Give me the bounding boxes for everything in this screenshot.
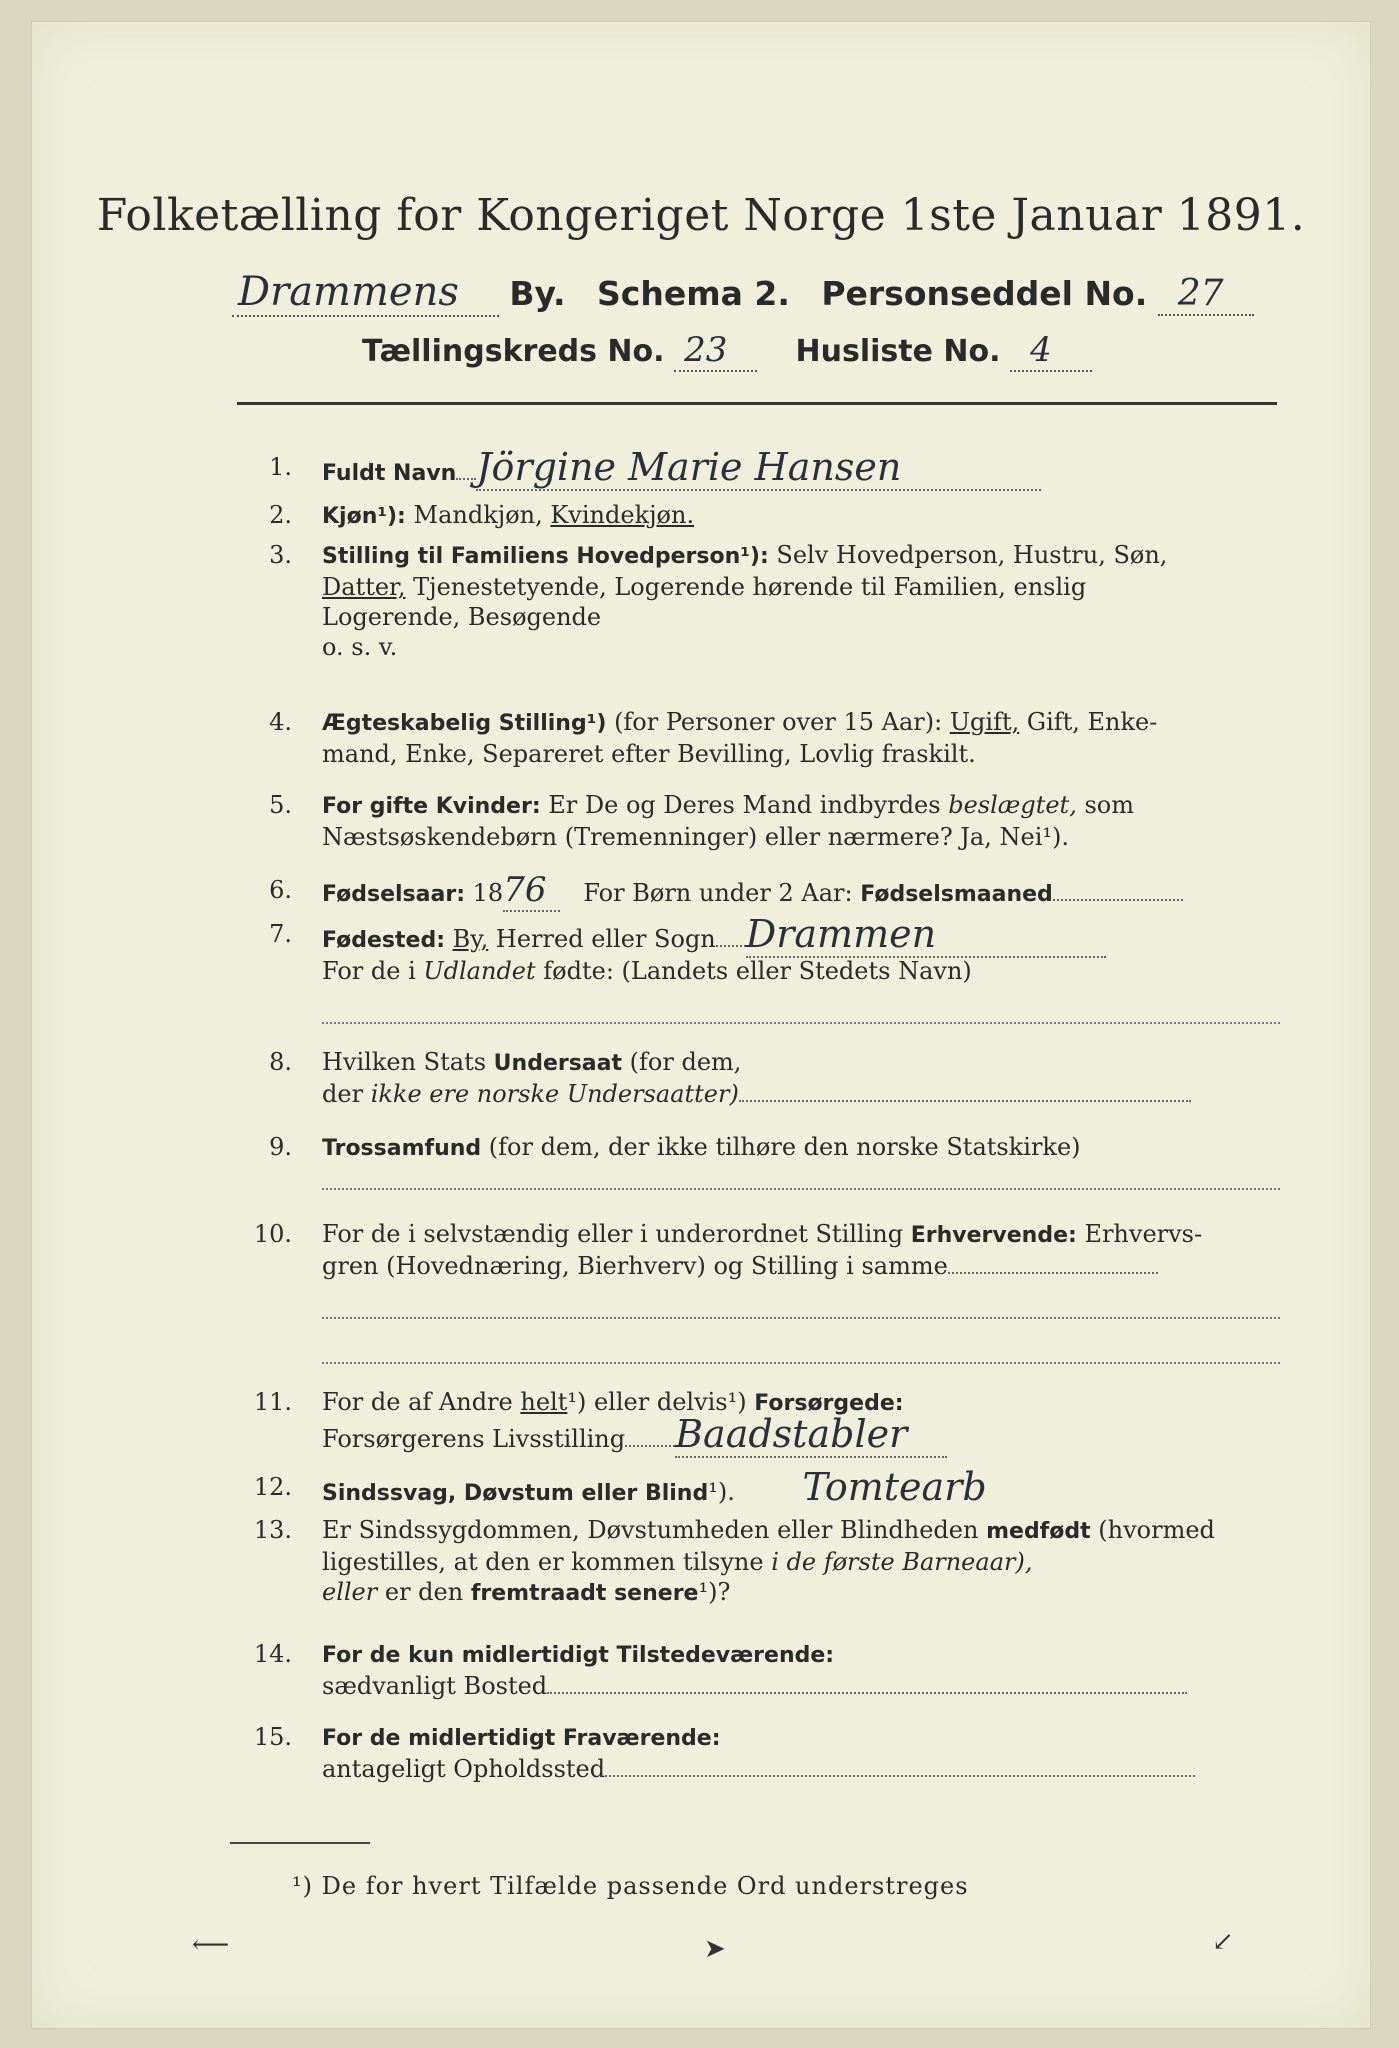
husliste-label: Husliste No. xyxy=(795,334,1001,369)
row-number: 4. xyxy=(269,708,292,736)
footnote-rule xyxy=(230,1842,370,1844)
birth-year-value: 76 xyxy=(503,870,560,912)
disability-label: Sindssvag, Døvstum eller Blind xyxy=(322,1481,709,1506)
blank-line xyxy=(322,1317,1280,1319)
row-number: 13. xyxy=(253,1516,292,1544)
blank-line xyxy=(322,1362,1280,1364)
disability-origin-note-3: ligestilles, at den er kommen tilsyne xyxy=(322,1548,764,1576)
sex-option-male: Mandkjøn, xyxy=(413,501,543,529)
birth-year-prefix: 18 xyxy=(472,879,504,907)
married-women-question: Er De og Deres Mand indbyrdes xyxy=(548,791,941,819)
provided-option-helt-selected: helt xyxy=(520,1388,568,1416)
married-women-italic: beslægtet, xyxy=(948,791,1077,819)
row-number: 8. xyxy=(269,1048,292,1076)
citizenship-note-3: der xyxy=(322,1080,364,1108)
marital-status-selected: Ugift, xyxy=(949,708,1020,736)
city-name: Drammens xyxy=(232,269,499,317)
row-number: 5. xyxy=(269,791,292,819)
disability-value: Tomtearb xyxy=(802,1465,987,1509)
provided-label: Forsørgede: xyxy=(754,1391,904,1416)
blank-line xyxy=(322,1188,1280,1190)
family-position-options: Selv Hovedperson, Hustru, Søn, xyxy=(776,541,1168,569)
birth-month-note: For Børn under 2 Aar: xyxy=(583,879,853,907)
birthplace-options: Herred eller Sogn xyxy=(495,925,716,953)
birthplace-label: Fødested: xyxy=(322,928,445,953)
birthplace-option-by-selected: By, xyxy=(452,925,489,953)
row-number: 10. xyxy=(253,1220,292,1248)
citizenship-note: Hvilken Stats xyxy=(322,1048,487,1076)
later-onset-label: fremtraadt senere xyxy=(470,1581,699,1606)
row-number: 6. xyxy=(269,876,292,904)
usual-residence-label: sædvanligt Bosted xyxy=(322,1672,548,1700)
row-number: 12. xyxy=(253,1473,292,1501)
personseddel-number: 27 xyxy=(1158,273,1254,316)
marital-status-label: Ægteskabelig Stilling¹) xyxy=(322,711,607,736)
marital-status-note: (for Personer over 15 Aar): xyxy=(614,708,943,736)
provided-note: For de af Andre xyxy=(322,1388,513,1416)
margin-mark-center: ➤ xyxy=(704,1934,726,1964)
row-number: 11. xyxy=(253,1388,292,1416)
marital-status-options-2: mand, Enke, Separeret efter Bevilling, Lovlig fraskilt. xyxy=(322,740,976,768)
married-women-question-3: Næstsøskendebørn (Tremenninger) eller nærmere? Ja, Nei¹). xyxy=(322,823,1069,851)
sex-label: Kjøn¹): xyxy=(322,504,406,529)
birth-month-label: Fødselsmaaned xyxy=(860,882,1053,907)
family-position-options-2: Tjenestetyende, Logerende hørende til Familien, enslig xyxy=(413,573,1087,601)
disability-origin-italic-2: eller xyxy=(322,1578,378,1606)
husliste-number: 4 xyxy=(1010,330,1092,372)
birthplace-value: Drammen xyxy=(746,912,1106,958)
provided-note-2: ¹) eller delvis¹) xyxy=(567,1388,747,1416)
citizenship-italic: ikke ere norske Undersaatter) xyxy=(370,1080,739,1108)
sex-option-female-selected: Kvindekjøn. xyxy=(550,501,695,529)
citizenship-label: Undersaat xyxy=(493,1051,623,1076)
disability-origin-note-2: (hvormed xyxy=(1098,1516,1215,1544)
kreds-label: Tællingskreds No. xyxy=(362,334,665,369)
row-number: 2. xyxy=(269,501,292,529)
probable-residence-label: antageligt Opholdssted xyxy=(322,1755,606,1783)
religion-note: (for dem, der ikke tilhøre den norske Statskirke) xyxy=(488,1133,1081,1161)
foreign-birth-italic: Udlandet xyxy=(423,957,536,985)
foreign-birth-note: For de i xyxy=(322,957,416,985)
disability-origin-note-5: ¹)? xyxy=(698,1578,731,1606)
footnote: ¹) De for hvert Tilfælde passende Ord understreges xyxy=(292,1872,969,1900)
margin-mark-right: ↙ xyxy=(1212,1927,1234,1957)
census-form xyxy=(32,22,1370,2028)
married-women-question-2: som xyxy=(1084,791,1134,819)
disability-origin-note: Er Sindssygdommen, Døvstumheden eller Blindheden xyxy=(322,1516,979,1544)
marital-status-options: Gift, Enke- xyxy=(1026,708,1158,736)
religion-label: Trossamfund xyxy=(322,1136,482,1161)
disability-origin-note-4: er den xyxy=(384,1578,464,1606)
temporary-present-label: For de kun midlertidigt Tilstedeværende: xyxy=(322,1643,835,1668)
row-number: 1. xyxy=(269,453,292,481)
header-line-city xyxy=(232,269,1254,317)
row-number: 14. xyxy=(253,1640,292,1668)
occupation-label: Erhvervende: xyxy=(910,1223,1077,1248)
family-position-options-3: Logerende, Besøgende xyxy=(322,603,602,631)
schema-label: Schema 2. xyxy=(597,274,790,313)
kreds-number: 23 xyxy=(674,330,757,372)
occupation-note: For de i selvstændig eller i underordnet Stilling xyxy=(322,1220,904,1248)
family-position-options-4: o. s. v. xyxy=(322,633,398,661)
family-position-label: Stilling til Familiens Hovedperson¹): xyxy=(322,544,769,569)
disability-note: ¹). xyxy=(708,1478,735,1506)
full-name-label: Fuldt Navn xyxy=(322,461,457,486)
disability-origin-italic: i de første Barneaar), xyxy=(771,1548,1033,1576)
citizenship-note-2: (for dem, xyxy=(629,1048,742,1076)
full-name-value: Jörgine Marie Hansen xyxy=(476,445,1041,491)
blank-line xyxy=(322,1022,1280,1024)
birth-year-label: Fødselsaar: xyxy=(322,882,465,907)
family-position-selected: Datter, xyxy=(322,573,406,601)
form-title: Folketælling for Kongeriget Norge 1ste Januar 1891. xyxy=(96,190,1306,241)
married-women-label: For gifte Kvinder: xyxy=(322,794,541,819)
congenital-label: medfødt xyxy=(986,1519,1091,1544)
header-line-kreds xyxy=(362,330,1092,372)
personseddel-label: Personseddel No. xyxy=(821,274,1148,313)
provider-occupation-value: Baadstabler xyxy=(675,1412,947,1458)
row-number: 15. xyxy=(253,1723,292,1751)
temporary-absent-label: For de midlertidigt Fraværende: xyxy=(322,1726,721,1751)
occupation-note-2: Erhvervs- xyxy=(1084,1220,1203,1248)
by-label: By. xyxy=(509,274,566,313)
row-number: 9. xyxy=(269,1133,292,1161)
header-rule xyxy=(237,402,1277,405)
occupation-note-3: gren (Hovednæring, Bierhverv) og Stilling i samme xyxy=(322,1252,948,1280)
row-number: 7. xyxy=(269,920,292,948)
provider-occupation-label: Forsørgerens Livsstilling xyxy=(322,1425,626,1453)
margin-mark-left: ⟵ xyxy=(192,1930,230,1960)
foreign-birth-note-2: fødte: (Landets eller Stedets Navn) xyxy=(543,957,972,985)
row-number: 3. xyxy=(269,541,292,569)
